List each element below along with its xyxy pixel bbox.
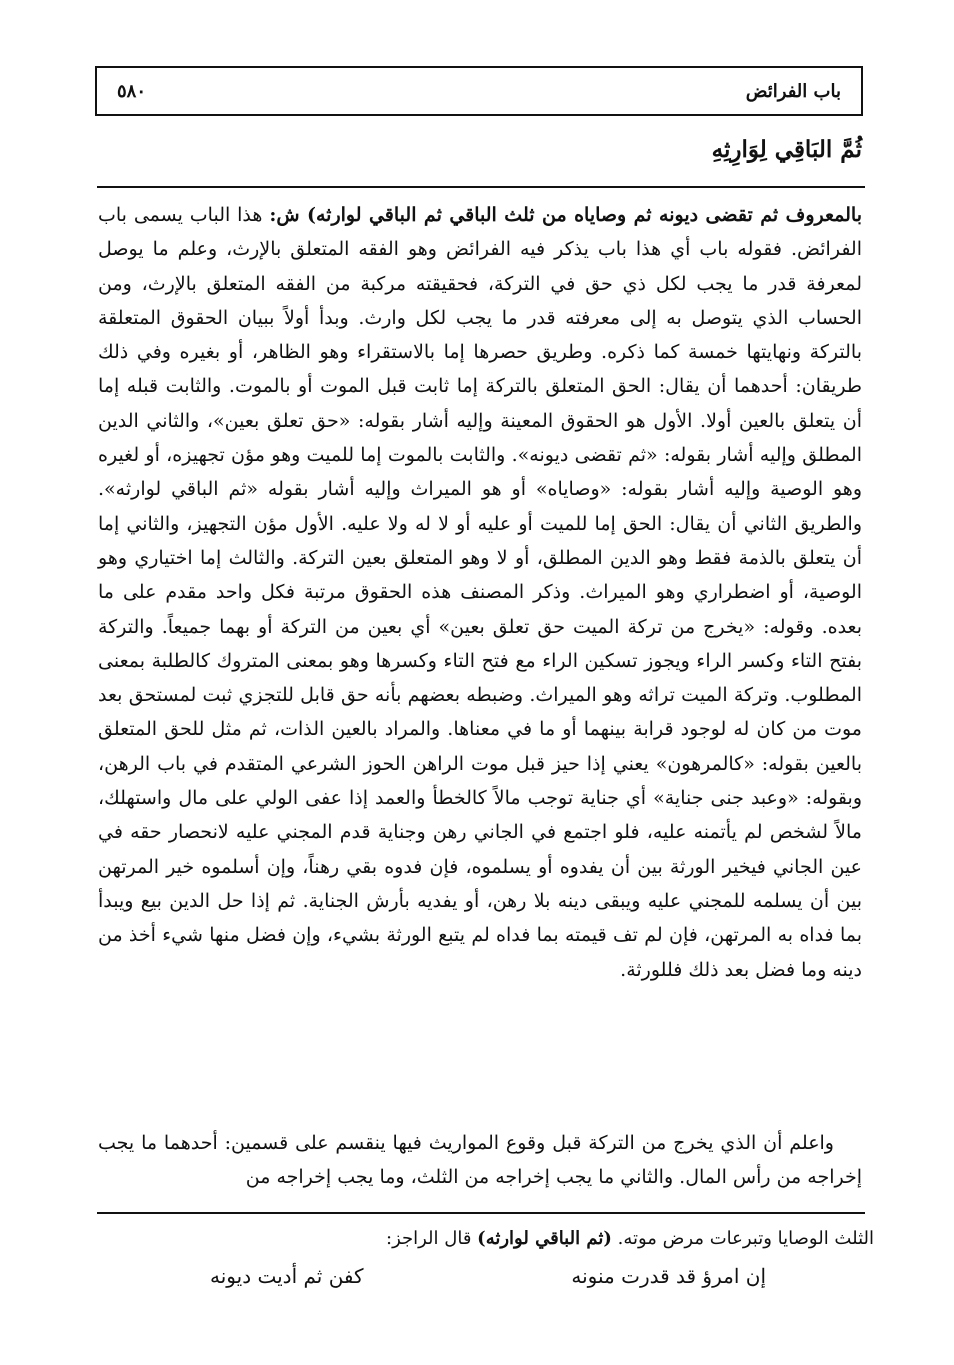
- footnote: [98, 1222, 874, 1256]
- verse-line: [210, 1264, 766, 1288]
- matn-text: ثُمَّ البَاقِي لِوَارِثِهِ: [711, 136, 862, 163]
- second-paragraph: واعلم أن الذي يخرج من التركة قبل وقوع المواريث فيها ينقسم على قسمين: أحدهما ما يجب إخراجه من رأس المال. والثاني ما يجب إخراجه من الثلث، وما يجب إخراجه من: [98, 1132, 862, 1188]
- commentary-block: [98, 198, 862, 987]
- page-number: ٥٨٠: [117, 80, 147, 102]
- footnote-before: الثلث الوصايا وتبرعات مرض موته.: [617, 1228, 874, 1249]
- chapter-title: باب الفرائض: [745, 80, 841, 102]
- top-divider: [97, 186, 865, 188]
- commentary-lead: بالمعروف ثم تقضى ديونه ثم وصاياه من ثلث الباقي ثم الباقي لوارثه) ش:: [269, 204, 862, 226]
- verse-first-hemistich: إن امرؤ قد قدرت منونه: [571, 1264, 766, 1288]
- footnote-quote: (ثم الباقي لوارثه): [477, 1228, 612, 1249]
- commentary-paragraph: [98, 198, 862, 987]
- running-header: [95, 66, 863, 116]
- footnote-divider: [97, 1212, 865, 1214]
- commentary-body: هذا الباب يسمى باب الفرائض. فقوله باب أي هذا باب يذكر فيه الفرائض وهو الفقه المتعلق بالإرث، وعلم ما يوصل لمعرفة قدر ما يجب لكل ذي حق في التركة، فحقيقته مركبة من الفقه المتعلق بالإرث، ومن الحساب الذي يتوصل به إلى معرفته قدر ما يجب لكل وارث. وبدأ أولاً ببيان الحقوق المتعلقة بالتركة ونهايتها خمسة كما ذكره. وطريق حصرها إما بالاستقراء وهو الظاهر، أو بغيره وفي ذلك طريقان: أحدهما أن يقال: الحق المتعلق بالتركة إما ثابت قبل الموت أو بالموت. والثابت قبله إما أن يتعلق بالعين أولا. الأول هو الحقوق المعينة وإليه أشار بقوله: «حق تعلق بعين»، والثاني الدين المطلق وإليه أشار بقوله: «ثم تقضى ديونه». والثابت بالموت إما للميت وهو مؤن تجهيزه، أو لغيره وهو الوصية وإليه أشار بقوله: «وصاياه» أو هو الميراث وإليه أشار بقوله «ثم الباقي لوارثه». والطريق الثاني أن يقال: الحق إما للميت أو عليه أو لا له ولا عليه. الأول مؤن التجهيز، والثاني إما أن يتعلق بالذمة فقط وهو الدين المطلق، أو لا وهو المتعلق بعين التركة. والثالث إما اختياري وهو الوصية، أو اضطراري وهو الميراث. وذكر المصنف هذه الحقوق مرتبة فكل واحد مقدم على ما بعده. وقوله: «يخرج من تركة الميت حق تعلق بعين» أي بعين من التركة أو بهما جميعاً. والتركة بفتح التاء وكسر الراء ويجوز تسكين الراء مع فتح التاء وكسرها وهو بمعنى المتروك كالطلبة بمعنى المطلوب. وتركة الميت تراثه وهو الميراث. وضبطه بعضهم بأنه حق قابل للتجزي ثبت لمستحق بعد موت من كان له لوجود قرابة بينهما أو ما في معناها. والمراد بالعين الذات، ثم مثل للحق المتعلق بالعين بقوله: «كالمرهون» يعني إذا حيز قبل موت الراهن الحوز الشرعي المتقدم في باب الرهن، وبقوله: «وعبد جنى جناية» أي جناية توجب مالاً كالخطأ والعمد إذا عفى الولي على مال واستهلك، مالاً لشخص لم يأتمنه عليه، فلو اجتمع في الجاني رهن وجناية قدم المجني عليه لانحصار حقه في عين الجاني فيخير الورثة بين أن يفدوه أو يسلموه، فإن فدوه بقي رهناً، وإن أسلموه خير المرتهن بين أن يسلمه للمجني عليه ويبقى دينه بلا رهن، أو يفديه بأرش الجناية. ثم إذا حل الدين بيع ويبدأ بما فداه به المرتهن، فإن لم تف قيمته بما فداه لم يتبع الورثة بشيء، وإن فضل منها شيء أخذ من دينه وما فضل بعد ذلك فللورثة.: [98, 204, 862, 981]
- verse-second-hemistich: كفن ثم أديت ديونه: [210, 1264, 364, 1288]
- footnote-after: قال الراجز:: [386, 1228, 472, 1249]
